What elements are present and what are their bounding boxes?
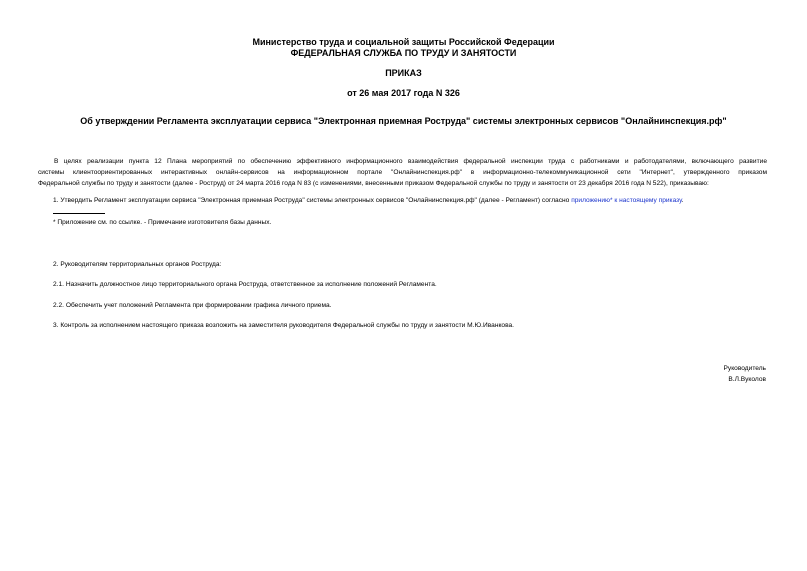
item-2-1: 2.1. Назначить должностное лицо территориального органа Роструда, ответственное за исполнение положений Регламента. <box>53 281 437 288</box>
footnote: * Приложение см. по ссылке. - Примечание изготовителя базы данных. <box>53 219 272 226</box>
item-1-text: 1. Утвердить Регламент эксплуатации сервиса "Электронная приемная Роструда" системы электронных сервисов "Онлайнинспекция.рф" (далее - Регламент) согласно <box>53 197 570 204</box>
item-1 <box>53 195 684 206</box>
preamble <box>38 156 767 190</box>
service-name: ФЕДЕРАЛЬНАЯ СЛУЖБА ПО ТРУДУ И ЗАНЯТОСТИ <box>290 48 517 58</box>
ministry-name: Министерство труда и социальной защиты Российской Федерации <box>252 37 555 47</box>
item-2: 2. Руководителям территориальных органов Роструда: <box>53 261 222 268</box>
item-2-2: 2.2. Обеспечить учет положений Регламента при формировании графика личного приема. <box>53 302 332 309</box>
signature-name: В.Л.Вуколов <box>728 376 766 383</box>
signature-position: Руководитель <box>723 365 766 372</box>
footnote-divider <box>53 213 105 214</box>
preamble-line: Федеральной службы по труду и занятости (далее - Роструд) от 24 марта 2016 года N 83 (с изменениями, внесенными приказом Федеральной службы по труду и занятости от 23 декабря 2016 года N 522), приказываю: <box>38 180 709 188</box>
item-3: 3. Контроль за исполнением настоящего приказа возложить на заместителя руководителя Федеральной службы по труду и занятости М.Ю.Иванкова. <box>53 322 515 329</box>
doc-type: ПРИКАЗ <box>385 68 422 78</box>
preamble-line: системы клиентоориентированных интерактивных онлайн-сервисов на информационном портале "Онлайнинспекция.рф" в информационно-телекоммуникационной сети "Интернет", утвержденного приказом <box>38 169 767 177</box>
appendix-link[interactable]: приложению* к настоящему приказу <box>571 197 682 204</box>
preamble-line: В целях реализации пункта 12 Плана мероприятий по обеспечению эффективного информационного взаимодействия федеральной инспекции труда с работниками и работодателями, включающего развитие <box>54 158 767 165</box>
item-1-end: . <box>681 197 684 204</box>
date-number: от 26 мая 2017 года N 326 <box>347 88 460 98</box>
page-title: Об утверждении Регламента эксплуатации сервиса "Электронная приемная Роструда" системы электронных сервисов "Онлайнинспекция.рф" <box>80 116 727 126</box>
